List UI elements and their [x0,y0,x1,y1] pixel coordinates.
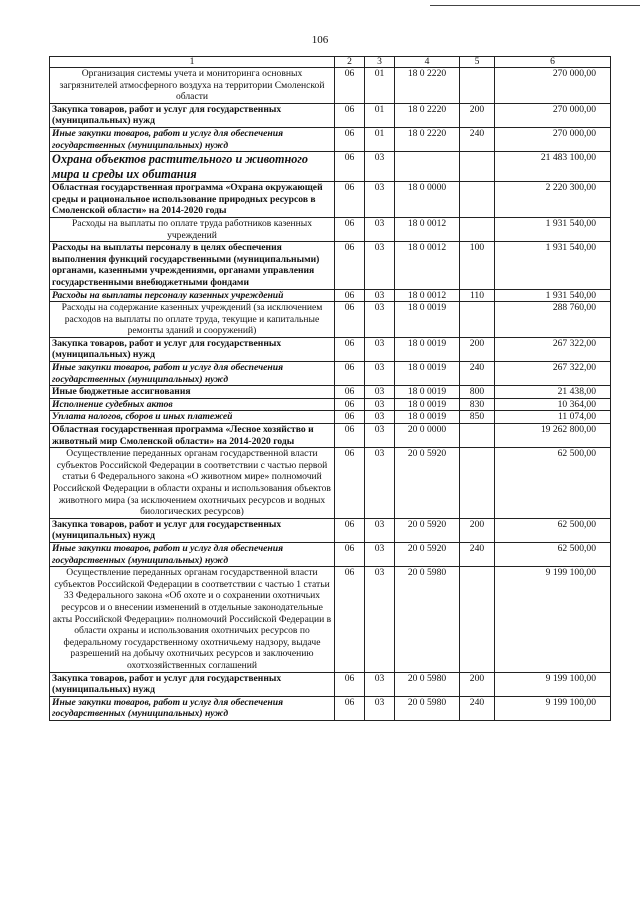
table-row [50,217,611,241]
expense-type-code: 800 [460,386,495,399]
expense-type-code: 830 [460,398,495,411]
table-row [50,411,611,424]
expense-type-code: 110 [460,289,495,302]
table-row [50,448,611,519]
section-code: 06 [335,386,365,399]
section-code: 06 [335,672,365,696]
subsection-code: 03 [365,518,395,542]
expense-type-code [460,152,495,182]
expense-type-code [460,448,495,519]
header-cell: 2 [335,57,365,68]
amount-value: 1 931 540,00 [495,217,611,241]
row-name: Осуществление переданных органам государственной власти субъектов Российской Федерации в соответствии с частью первой статьи 6 Федерального закона «О животном мире» полномочий Российской Федерации в области охраны и использования объектов животного мира (за исключением охотничьих ресурсов и водных биологических ресурсов) [50,448,335,519]
expense-type-code: 100 [460,242,495,289]
table-row [50,542,611,566]
expense-type-code: 240 [460,542,495,566]
row-name: Закупка товаров, работ и услуг для государственных (муниципальных) нужд [50,518,335,542]
subsection-code: 03 [365,362,395,386]
row-name: Иные закупки товаров, работ и услуг для обеспечения государственных (муниципальных) нужд [50,542,335,566]
amount-value: 62 500,00 [495,448,611,519]
section-code: 06 [335,424,365,448]
target-article-code: 18 0 2220 [395,103,460,127]
table-row [50,386,611,399]
row-name: Уплата налогов, сборов и иных платежей [50,411,335,424]
amount-value: 1 931 540,00 [495,242,611,289]
row-name: Расходы на содержание казенных учреждений (за исключением расходов на выплаты по оплате труда, текущие и капитальные ремонты зданий и сооружений) [50,302,335,338]
row-name: Иные закупки товаров, работ и услуг для обеспечения государственных (муниципальных) нужд [50,696,335,720]
row-name: Закупка товаров, работ и услуг для государственных (муниципальных) нужд [50,337,335,361]
section-code: 06 [335,302,365,338]
table-row [50,182,611,218]
header-cell: 4 [395,57,460,68]
amount-value: 21 438,00 [495,386,611,399]
expense-type-code: 200 [460,103,495,127]
subsection-code: 03 [365,337,395,361]
amount-value: 9 199 100,00 [495,567,611,672]
row-name: Расходы на выплаты персоналу в целях обеспечения выполнения функций государственными (муниципальными) органами, казенными учреждениями, органами управления государственными внебюджетными фондами [50,242,335,289]
section-code: 06 [335,182,365,218]
row-name: Организация системы учета и мониторинга основных загрязнителей атмосферного воздуха на территории Смоленской области [50,68,335,104]
expense-type-code [460,567,495,672]
expense-type-code [460,424,495,448]
target-article-code: 18 0 0019 [395,386,460,399]
target-article-code: 18 0 0019 [395,302,460,338]
amount-value: 267 322,00 [495,337,611,361]
expense-type-code [460,302,495,338]
target-article-code: 18 0 2220 [395,68,460,104]
row-name: Расходы на выплаты по оплате труда работников казенных учреждений [50,217,335,241]
table-row [50,337,611,361]
subsection-code: 03 [365,152,395,182]
subsection-code: 03 [365,672,395,696]
amount-value: 9 199 100,00 [495,672,611,696]
table-row [50,103,611,127]
subsection-code: 01 [365,127,395,151]
section-code: 06 [335,68,365,104]
subsection-code: 03 [365,386,395,399]
target-article-code: 18 0 0019 [395,362,460,386]
row-name: Охрана объектов растительного и животного мира и среды их обитания [50,152,335,182]
target-article-code: 20 0 5980 [395,672,460,696]
table-row [50,398,611,411]
amount-value: 1 931 540,00 [495,289,611,302]
subsection-code: 03 [365,542,395,566]
table-row [50,518,611,542]
table-row [50,289,611,302]
table-row [50,127,611,151]
table-row [50,362,611,386]
section-code: 06 [335,289,365,302]
expense-type-code: 200 [460,518,495,542]
target-article-code: 20 0 5920 [395,518,460,542]
subsection-code: 03 [365,398,395,411]
amount-value: 62 500,00 [495,518,611,542]
subsection-code: 03 [365,696,395,720]
section-code: 06 [335,103,365,127]
amount-value: 270 000,00 [495,68,611,104]
section-code: 06 [335,242,365,289]
table-row [50,696,611,720]
table-header-row [50,57,611,68]
row-name: Закупка товаров, работ и услуг для государственных (муниципальных) нужд [50,103,335,127]
header-cell: 5 [460,57,495,68]
target-article-code: 18 0 2220 [395,127,460,151]
subsection-code: 03 [365,567,395,672]
subsection-code: 01 [365,103,395,127]
row-name: Расходы на выплаты персоналу казенных учреждений [50,289,335,302]
table-row [50,567,611,672]
row-name: Областная государственная программа «Охрана окружающей среды и рациональное использование природных ресурсов в Смоленской области» на 2014-2020 годы [50,182,335,218]
expense-type-code: 240 [460,362,495,386]
target-article-code [395,152,460,182]
table-row [50,242,611,289]
section-code: 06 [335,518,365,542]
section-code: 06 [335,152,365,182]
section-code: 06 [335,217,365,241]
expense-type-code: 200 [460,672,495,696]
section-code: 06 [335,542,365,566]
subsection-code: 01 [365,68,395,104]
amount-value: 11 074,00 [495,411,611,424]
expense-type-code [460,68,495,104]
expense-type-code: 240 [460,696,495,720]
row-name: Исполнение судебных актов [50,398,335,411]
section-code: 06 [335,567,365,672]
expense-type-code [460,182,495,218]
amount-value: 267 322,00 [495,362,611,386]
target-article-code: 20 0 5980 [395,696,460,720]
expense-type-code: 200 [460,337,495,361]
target-article-code: 20 0 5920 [395,448,460,519]
header-cell: 1 [50,57,335,68]
target-article-code: 18 0 0012 [395,217,460,241]
target-article-code: 18 0 0019 [395,398,460,411]
expense-type-code: 850 [460,411,495,424]
expense-type-code: 240 [460,127,495,151]
section-code: 06 [335,411,365,424]
budget-table [49,56,611,721]
table-row [50,68,611,104]
row-name: Осуществление переданных органам государственной власти субъектов Российской Федерации в соответствии с частью 1 статьи 33 Федерального закона «Об охоте и о сохранении охотничьих ресурсов и о внесении изменений в отдельные законодательные акты Российской Федерации» полномочий Российской Федерации в области охраны и использования охотничьих ресурсов по федеральному государственному охотничьему надзору, выдаче разрешений на добычу охотничьих ресурсов и заключению охотхозяйственных соглашений [50,567,335,672]
amount-value: 288 760,00 [495,302,611,338]
section-code: 06 [335,337,365,361]
target-article-code: 18 0 0019 [395,411,460,424]
subsection-code: 03 [365,182,395,218]
section-code: 06 [335,362,365,386]
row-name: Иные бюджетные ассигнования [50,386,335,399]
row-name: Областная государственная программа «Лесное хозяйство и животный мир Смоленской области» на 2014-2020 годы [50,424,335,448]
row-name: Иные закупки товаров, работ и услуг для обеспечения государственных (муниципальных) нужд [50,362,335,386]
subsection-code: 03 [365,217,395,241]
target-article-code: 18 0 0012 [395,242,460,289]
target-article-code: 18 0 0000 [395,182,460,218]
table-row [50,672,611,696]
target-article-code: 20 0 5980 [395,567,460,672]
amount-value: 21 483 100,00 [495,152,611,182]
amount-value: 19 262 800,00 [495,424,611,448]
section-code: 06 [335,696,365,720]
page-number: 106 [311,34,329,46]
header-cell: 3 [365,57,395,68]
amount-value: 62 500,00 [495,542,611,566]
table-row [50,302,611,338]
header-cell: 6 [495,57,611,68]
subsection-code: 03 [365,302,395,338]
table-row [50,152,611,182]
amount-value: 270 000,00 [495,103,611,127]
row-name: Иные закупки товаров, работ и услуг для обеспечения государственных (муниципальных) нужд [50,127,335,151]
section-code: 06 [335,127,365,151]
top-rule [430,5,640,6]
section-code: 06 [335,448,365,519]
section-code: 06 [335,398,365,411]
row-name: Закупка товаров, работ и услуг для государственных (муниципальных) нужд [50,672,335,696]
target-article-code: 18 0 0019 [395,337,460,361]
subsection-code: 03 [365,411,395,424]
table-row [50,424,611,448]
amount-value: 270 000,00 [495,127,611,151]
subsection-code: 03 [365,424,395,448]
target-article-code: 20 0 0000 [395,424,460,448]
target-article-code: 18 0 0012 [395,289,460,302]
expense-type-code [460,217,495,241]
subsection-code: 03 [365,242,395,289]
amount-value: 2 220 300,00 [495,182,611,218]
subsection-code: 03 [365,289,395,302]
amount-value: 9 199 100,00 [495,696,611,720]
amount-value: 10 364,00 [495,398,611,411]
target-article-code: 20 0 5920 [395,542,460,566]
subsection-code: 03 [365,448,395,519]
